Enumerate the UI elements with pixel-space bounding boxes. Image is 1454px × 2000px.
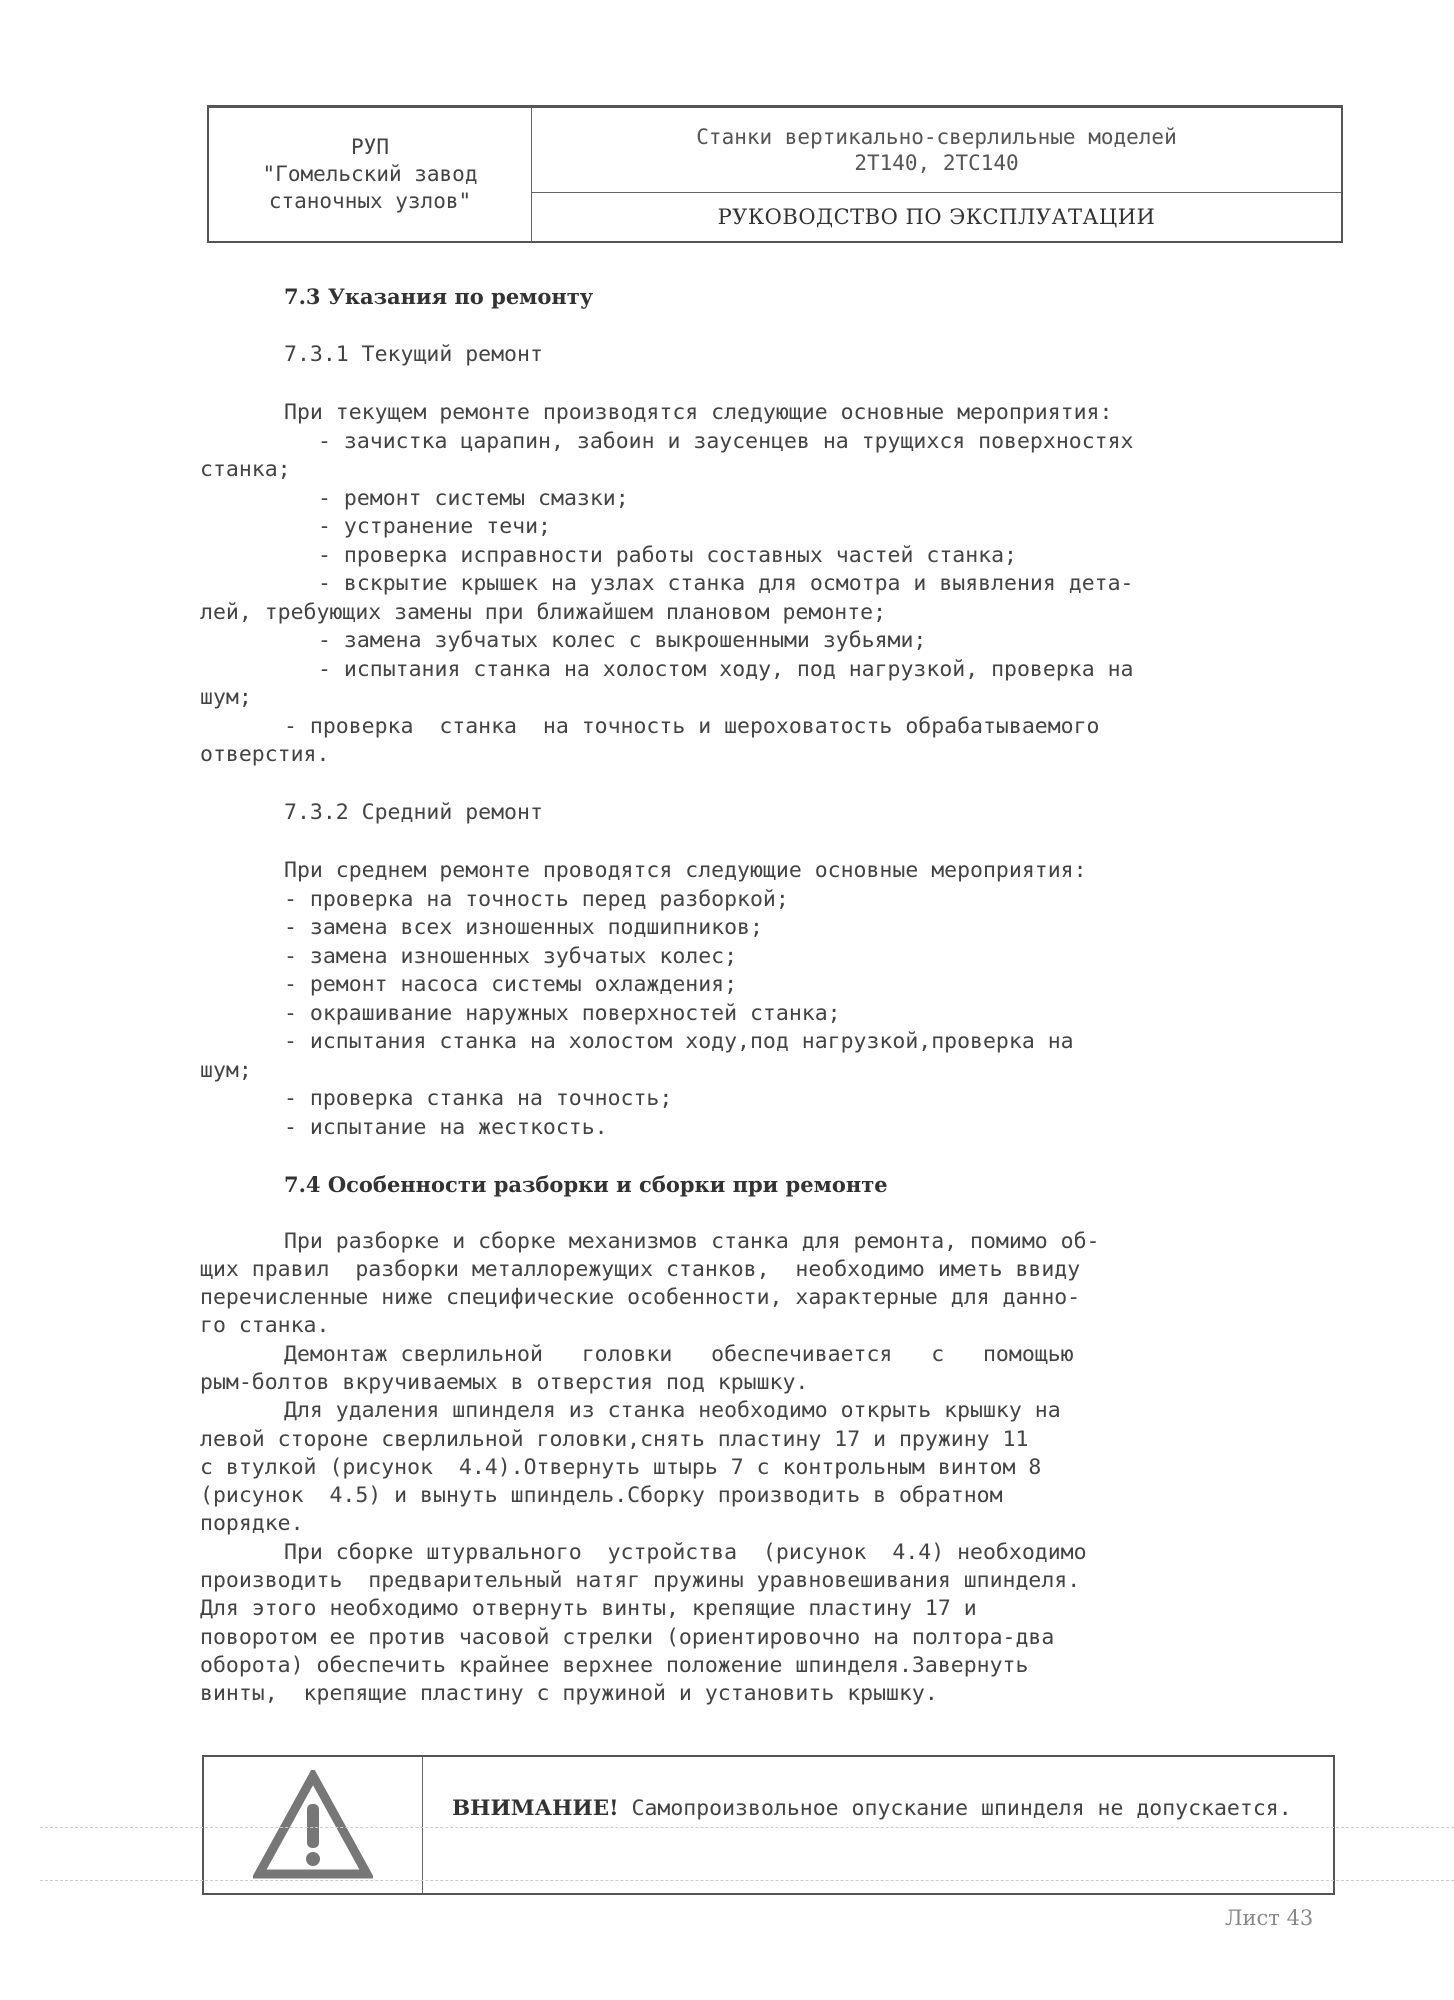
text-line: лей, требующих замены при ближайшем плановом ремонте; [200,600,887,625]
text-line: оборота) обеспечить крайнее верхнее положение шпинделя.Завернуть [200,1653,1029,1678]
text-line: При среднем ремонте проводятся следующие основные мероприятия: [284,858,1087,883]
doc-type-cell [532,192,1341,241]
text-line: - испытания станка на холостом ходу, под нагрузкой, проверка на [318,657,1134,682]
product-cell [532,108,1341,193]
text-line: порядке. [200,1511,304,1536]
text-line: винты, крепящие пластину с пружиной и установить крышку. [200,1681,938,1706]
text-line: с втулкой (рисунок 4.4).Отвернуть штырь 7 с контрольным винтом 8 [200,1455,1042,1480]
warning-triangle-icon [253,1770,373,1880]
section-heading-7-4: 7.4 Особенности разборки и сборки при ремонте [284,1172,888,1197]
org-line: "Гомельский завод [262,162,478,186]
text-line: шум; [200,685,252,710]
scan-artifact-line [40,1827,1454,1828]
text-line: При текущем ремонте производятся следующие основные мероприятия: [284,400,1113,425]
text-line: - устранение течи; [318,514,551,539]
text-line: го станка. [200,1313,330,1338]
text-line: - ремонт системы смазки; [318,486,629,511]
text-line: станка; [200,457,291,482]
text-line: отверстия. [200,742,330,767]
org-line: станочных узлов" [268,189,472,213]
subsection-heading-7-3-2: 7.3.2 Средний ремонт [284,800,543,825]
text-line: При сборке штурвального устройства (рисунок 4.4) необходимо [284,1540,1087,1565]
organization-cell [209,108,532,241]
scan-artifact-line [40,1880,1454,1881]
text-line: - проверка станка на точность и шероховатость обрабатываемого [284,714,1100,739]
text-line: производить предварительный натяг пружины уравновешивания шпинделя. [200,1568,1081,1593]
title-block [207,105,1343,243]
org-line: РУП [351,135,389,159]
warning-box [202,1755,1335,1895]
doc-type: РУКОВОДСТВО ПО ЭКСПЛУАТАЦИИ [717,204,1156,229]
warning-lead: ВНИМАНИЕ! [452,1796,619,1821]
text-line: - испытание на жесткость. [284,1115,608,1140]
text-line: - проверка станка на точность; [284,1086,673,1111]
text-line: Демонтаж сверлильной головки обеспечивается с помощью [284,1342,1074,1367]
text-line: - вскрытие крышек на узлах станка для осмотра и выявления дета- [318,571,1134,596]
text-line: рым-болтов вкручиваемых в отверстия под крышку. [200,1370,809,1395]
text-line: - зачистка царапин, забоин и заусенцев на трущихся поверхностях [318,429,1134,454]
warning-text: Самопроизвольное опускание шпинделя не допускается. [618,1796,1292,1821]
product-line: Станки вертикально-сверлильные моделей [696,125,1177,149]
product-line: 2Т140, 2ТС140 [854,151,1019,175]
text-line: Для этого необходимо отвернуть винты, крепящие пластину 17 и [200,1596,977,1621]
text-line: - ремонт насоса системы охлаждения; [284,972,738,997]
text-line: - окрашивание наружных поверхностей станка; [284,1001,841,1026]
text-line: - замена зубчатых колес с выкрошенными зубьями; [318,628,927,653]
section-heading-7-3: 7.3 Указания по ремонту [284,284,594,309]
text-line: Для удаления шпинделя из станка необходимо открыть крышку на [284,1398,1061,1423]
text-line: - замена всех изношенных подшипников; [284,915,763,940]
text-line: шум; [200,1058,252,1083]
text-line: При разборке и сборке механизмов станка для ремонта, помимо об- [284,1229,1100,1254]
sheet-number: Лист 43 [1225,1906,1314,1930]
text-line: - проверка на точность перед разборкой; [284,887,789,912]
text-line: - испытания станка на холостом ходу,под нагрузкой,проверка на [284,1029,1074,1054]
text-line: (рисунок 4.5) и вынуть шпиндель.Сборку производить в обратном [200,1483,1003,1508]
text-line: левой стороне сверлильной головки,снять пластину 17 и пружину 11 [200,1427,1029,1452]
text-line: перечисленные ниже специфические особенности, характерные для данно- [200,1285,1081,1310]
text-line: щих правил разборки металлорежущих станков, необходимо иметь ввиду [200,1257,1081,1282]
text-line: - замена изношенных зубчатых колес; [284,944,738,969]
subsection-heading-7-3-1: 7.3.1 Текущий ремонт [284,342,543,367]
warning-icon-cell [204,1757,423,1893]
text-line: поворотом ее против часовой стрелки (ориентировочно на полтора-два [200,1625,1055,1650]
text-line: - проверка исправности работы составных частей станка; [318,543,1017,568]
warning-message [452,1795,1312,1823]
